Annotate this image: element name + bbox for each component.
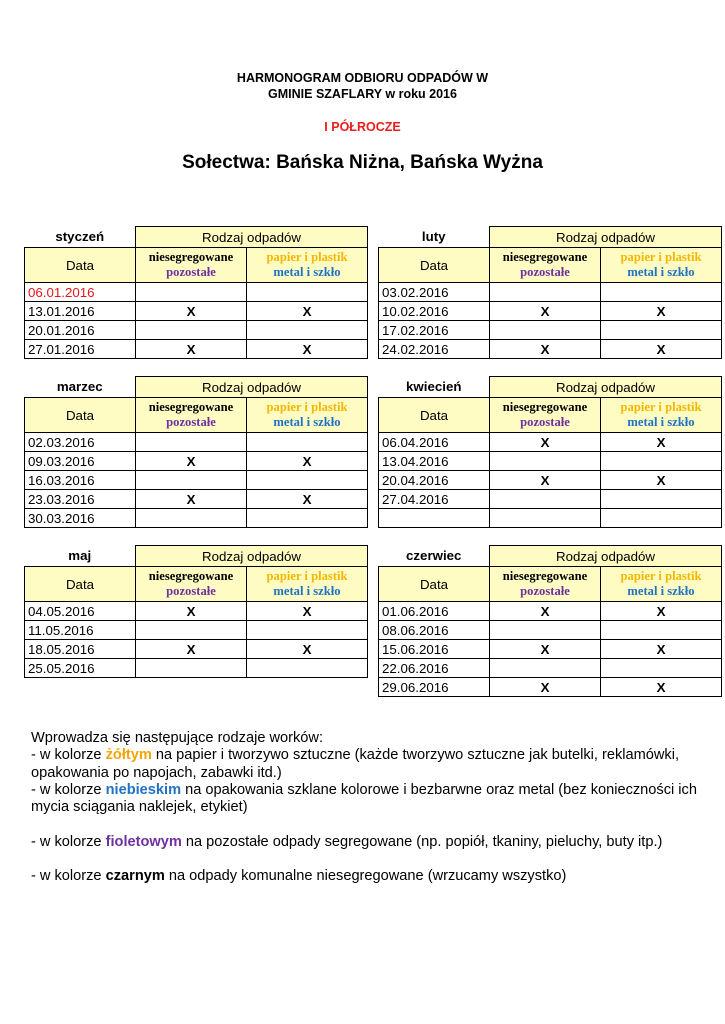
date-cell	[379, 509, 490, 528]
date-cell: 06.04.2016	[379, 433, 490, 452]
recyclables-mark	[247, 283, 368, 302]
recyclables-mark	[247, 621, 368, 640]
month-name: czerwiec	[379, 546, 490, 567]
mixed-waste-header: niesegregowane pozostałe	[136, 398, 247, 433]
mixed-waste-mark	[490, 509, 601, 528]
date-cell: 24.02.2016	[379, 340, 490, 359]
date-cell: 13.01.2016	[25, 302, 136, 321]
table-row	[25, 471, 368, 490]
month-table	[378, 226, 722, 359]
date-cell: 11.05.2016	[25, 621, 136, 640]
date-cell: 18.05.2016	[25, 640, 136, 659]
blue-bag-label: niebieskim	[105, 781, 182, 798]
table-row	[379, 490, 722, 509]
bag-legend	[31, 730, 711, 886]
waste-type-header: Rodzaj odpadów	[136, 377, 368, 398]
mixed-waste-mark: X	[490, 340, 601, 359]
recyclables-mark	[247, 321, 368, 340]
mixed-waste-mark: X	[490, 302, 601, 321]
recyclables-mark: X	[601, 302, 722, 321]
mixed-waste-mark	[490, 621, 601, 640]
date-cell: 29.06.2016	[379, 678, 490, 697]
recyclables-mark	[601, 283, 722, 302]
half-year-label: I PÓŁROCZE	[324, 120, 401, 134]
legend-yellow-cont: opakowania po napojach, zabawki itd.)	[31, 764, 282, 781]
waste-type-header: Rodzaj odpadów	[490, 546, 722, 567]
mixed-waste-mark: X	[490, 433, 601, 452]
date-cell: 20.01.2016	[25, 321, 136, 340]
waste-type-header: Rodzaj odpadów	[490, 227, 722, 248]
mixed-waste-mark: X	[136, 302, 247, 321]
recyclables-mark: X	[247, 490, 368, 509]
table-row	[25, 302, 368, 321]
recyclables-mark	[601, 321, 722, 340]
recyclables-mark	[601, 659, 722, 678]
recyclables-mark: X	[247, 340, 368, 359]
recyclables-mark: X	[601, 340, 722, 359]
month-table	[378, 545, 722, 697]
schedule-title	[0, 70, 725, 102]
month-table	[24, 545, 368, 678]
mixed-waste-mark: X	[490, 640, 601, 659]
table-row	[25, 283, 368, 302]
table-row	[25, 340, 368, 359]
mixed-waste-mark	[490, 283, 601, 302]
yellow-bag-label: żółtym	[105, 747, 152, 764]
waste-type-header: Rodzaj odpadów	[136, 227, 368, 248]
recyclables-mark: X	[247, 640, 368, 659]
recyclables-header: papier i plastik metal i szkło	[601, 398, 722, 433]
mixed-waste-mark	[136, 509, 247, 528]
mixed-waste-mark	[136, 321, 247, 340]
legend-purple: - w kolorze fioletowym na pozostałe odpady segregowane (np. popiół, tkaniny, pieluchy, buty itp.)	[31, 833, 663, 850]
date-cell: 01.06.2016	[379, 602, 490, 621]
month-table	[24, 376, 368, 528]
recyclables-mark	[247, 659, 368, 678]
mixed-waste-mark: X	[136, 452, 247, 471]
mixed-waste-header: niesegregowane pozostałe	[136, 248, 247, 283]
recyclables-mark: X	[601, 678, 722, 697]
recyclables-mark	[601, 509, 722, 528]
table-row	[379, 302, 722, 321]
mixed-waste-mark	[490, 452, 601, 471]
recyclables-mark	[247, 471, 368, 490]
table-row	[25, 321, 368, 340]
date-cell: 09.03.2016	[25, 452, 136, 471]
mixed-waste-mark	[136, 283, 247, 302]
table-row	[25, 659, 368, 678]
mixed-waste-mark	[490, 659, 601, 678]
recyclables-mark: X	[601, 602, 722, 621]
month-table	[378, 376, 722, 528]
mixed-waste-header: niesegregowane pozostałe	[490, 567, 601, 602]
legend-blue-cont: mycia sciągania naklejek, etykiet)	[31, 799, 248, 816]
table-row	[379, 433, 722, 452]
mixed-waste-mark	[490, 321, 601, 340]
month-name: styczeń	[25, 227, 136, 248]
legend-yellow: - w kolorze żółtym na papier i tworzywo sztuczne (każde tworzywo sztuczne jak butelki, reklamówki,	[31, 747, 680, 764]
table-row	[379, 640, 722, 659]
recyclables-mark	[601, 452, 722, 471]
table-row	[379, 659, 722, 678]
recyclables-mark: X	[247, 452, 368, 471]
mixed-waste-mark	[490, 490, 601, 509]
recyclables-mark	[601, 490, 722, 509]
date-header: Data	[25, 398, 136, 433]
legend-black: - w kolorze czarnym na odpady komunalne niesegregowane (wrzucamy wszystko)	[31, 868, 567, 885]
recyclables-mark: X	[247, 302, 368, 321]
recyclables-mark	[601, 621, 722, 640]
date-cell: 17.02.2016	[379, 321, 490, 340]
date-cell: 16.03.2016	[25, 471, 136, 490]
recyclables-mark: X	[601, 433, 722, 452]
table-row	[25, 433, 368, 452]
recyclables-header: papier i plastik metal i szkło	[247, 398, 368, 433]
legend-blue: - w kolorze niebieskim na opakowania szklane kolorowe i bezbarwne oraz metal (bez konieczności ich	[31, 781, 697, 798]
month-name: kwiecień	[379, 377, 490, 398]
mixed-waste-mark	[136, 659, 247, 678]
table-row	[25, 509, 368, 528]
table-row	[379, 283, 722, 302]
month-name: maj	[25, 546, 136, 567]
date-cell: 27.01.2016	[25, 340, 136, 359]
date-cell: 27.04.2016	[379, 490, 490, 509]
recyclables-mark: X	[601, 640, 722, 659]
table-row	[379, 471, 722, 490]
mixed-waste-mark: X	[490, 602, 601, 621]
mixed-waste-header: niesegregowane pozostałe	[490, 248, 601, 283]
date-header: Data	[25, 248, 136, 283]
table-row	[379, 452, 722, 471]
table-row	[25, 621, 368, 640]
mixed-waste-mark: X	[136, 640, 247, 659]
table-row	[25, 452, 368, 471]
date-cell: 23.03.2016	[25, 490, 136, 509]
title-line-2: GMINIE SZAFLARY w roku 2016	[268, 87, 457, 101]
date-cell: 03.02.2016	[379, 283, 490, 302]
table-row	[25, 490, 368, 509]
recyclables-mark: X	[247, 602, 368, 621]
mixed-waste-mark	[136, 433, 247, 452]
mixed-waste-mark: X	[136, 340, 247, 359]
month-name: marzec	[25, 377, 136, 398]
date-cell: 06.01.2016	[25, 283, 136, 302]
mixed-waste-mark	[136, 471, 247, 490]
table-row	[379, 621, 722, 640]
mixed-waste-header: niesegregowane pozostałe	[490, 398, 601, 433]
black-bag-label: czarnym	[105, 868, 165, 885]
date-cell: 15.06.2016	[379, 640, 490, 659]
title-line-1: HARMONOGRAM ODBIORU ODPADÓW W	[236, 71, 489, 85]
mixed-waste-mark: X	[136, 602, 247, 621]
recyclables-mark	[247, 433, 368, 452]
date-header: Data	[379, 567, 490, 602]
date-cell: 02.03.2016	[25, 433, 136, 452]
mixed-waste-mark: X	[136, 490, 247, 509]
table-row	[379, 509, 722, 528]
recyclables-header: papier i plastik metal i szkło	[247, 248, 368, 283]
date-cell: 22.06.2016	[379, 659, 490, 678]
month-name: luty	[379, 227, 490, 248]
table-row	[379, 602, 722, 621]
table-row	[25, 640, 368, 659]
recyclables-header: papier i plastik metal i szkło	[601, 248, 722, 283]
mixed-waste-mark: X	[490, 678, 601, 697]
table-row	[379, 340, 722, 359]
table-row	[25, 602, 368, 621]
mixed-waste-header: niesegregowane pozostałe	[136, 567, 247, 602]
date-cell: 13.04.2016	[379, 452, 490, 471]
table-row	[379, 678, 722, 697]
date-cell: 10.02.2016	[379, 302, 490, 321]
date-cell: 20.04.2016	[379, 471, 490, 490]
waste-type-header: Rodzaj odpadów	[490, 377, 722, 398]
date-header: Data	[379, 248, 490, 283]
purple-bag-label: fioletowym	[105, 833, 182, 850]
recyclables-mark	[247, 509, 368, 528]
waste-type-header: Rodzaj odpadów	[136, 546, 368, 567]
mixed-waste-mark: X	[490, 471, 601, 490]
villages-heading: Sołectwa: Bańska Niżna, Bańska Wyżna	[182, 152, 543, 173]
mixed-waste-mark	[136, 621, 247, 640]
date-header: Data	[379, 398, 490, 433]
recyclables-header: papier i plastik metal i szkło	[601, 567, 722, 602]
recyclables-mark: X	[601, 471, 722, 490]
table-row	[379, 321, 722, 340]
legend-intro: Wprowadza się następujące rodzaje worków:	[31, 730, 324, 746]
date-cell: 25.05.2016	[25, 659, 136, 678]
date-header: Data	[25, 567, 136, 602]
date-cell: 08.06.2016	[379, 621, 490, 640]
date-cell: 30.03.2016	[25, 509, 136, 528]
month-table	[24, 226, 368, 359]
date-cell: 04.05.2016	[25, 602, 136, 621]
recyclables-header: papier i plastik metal i szkło	[247, 567, 368, 602]
